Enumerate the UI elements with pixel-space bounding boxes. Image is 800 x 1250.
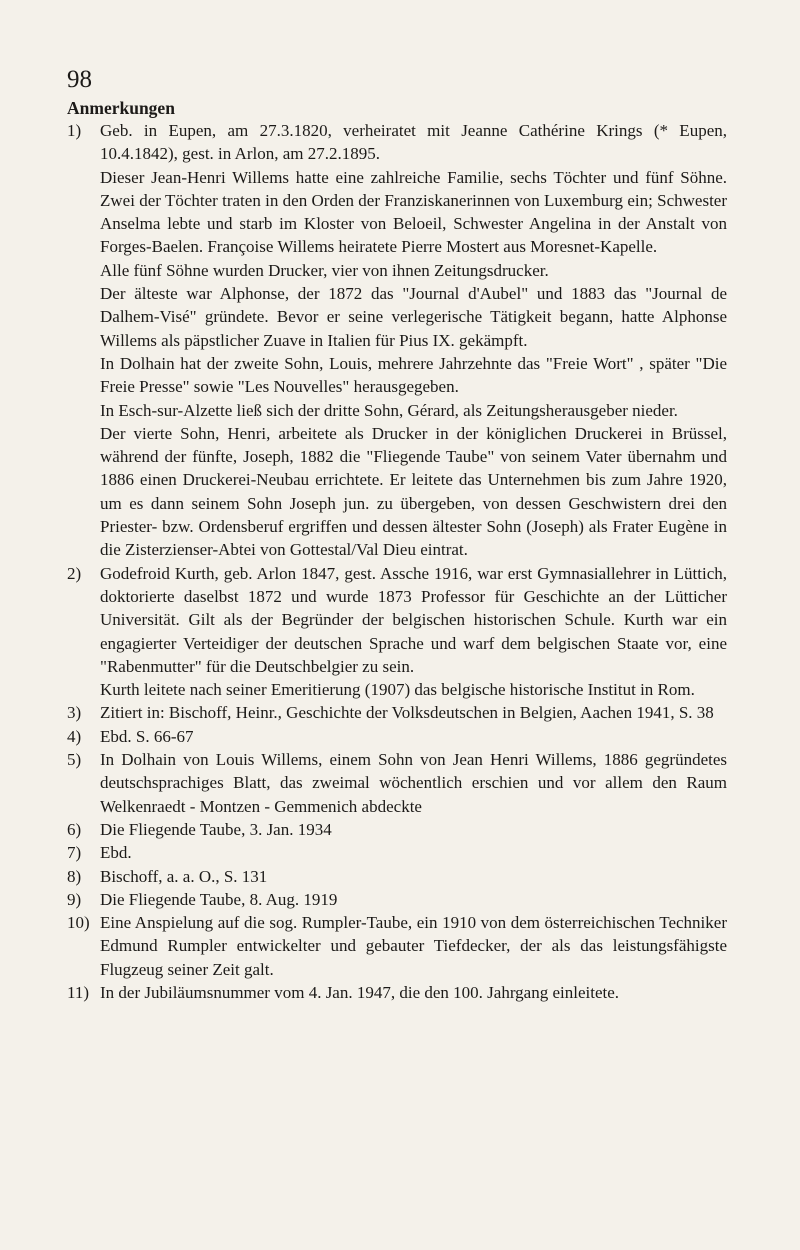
footnote-text [100,818,727,841]
footnote-number: 11) [67,982,90,1002]
footnote-paragraph: Ebd. S. 66-67 [100,726,194,746]
notes-section [67,97,727,1004]
footnote [67,119,727,562]
footnote-paragraph: In Esch-sur-Alzette ließ sich der dritte Sohn, Gérard, als Zeitungsherausgeber nieder. [100,400,678,420]
footnote-text [100,725,727,748]
footnote [67,562,727,702]
footnote-paragraph: Zitiert in: Bischoff, Heinr., Geschichte der Volksdeutschen in Belgien, Aachen 1941, S. 38 [100,703,714,723]
footnote-text [100,119,727,562]
footnote-number: 3) [67,703,82,723]
footnote-paragraph: Eine Anspielung auf die sog. Rumpler-Taube, ein 1910 von dem österreichischen Techniker Edmund Rumpler entwickelter und gebauter Tiefdecker, der als das leistungsfähigste Flugzeug seiner Zeit galt. [100,913,727,979]
footnote [67,865,727,888]
notes-list [67,119,727,1004]
footnote-number: 9) [67,889,82,909]
footnote [67,818,727,841]
footnote-number: 6) [67,819,82,839]
footnote-text [100,748,727,818]
footnote-paragraph: Geb. in Eupen, am 27.3.1820, verheiratet mit Jeanne Cathérine Krings (* Eupen, 10.4.1842), gest. in Arlon, am 27.2.1895. [100,121,727,164]
footnote [67,888,727,911]
footnote-paragraph: Der vierte Sohn, Henri, arbeitete als Drucker in der königlichen Druckerei in Brüssel, während der fünfte, Joseph, 1882 die "Fliegende Taube" von seinem Vater übernahm und 1886 einen Druckerei-Neubau errichtete. Er leitete das Unternehmen bis zum Jahre 1920, um es dann seinem Sohn Joseph jun. zu übergeben, von dessen Geschwistern drei den Priester- bzw. Ordensberuf ergriffen und dessen ältester Sohn (Joseph) als Frater Eugène in die Zisterzienser-Abtei von Gottestal/Val Dieu eintrat. [100,423,727,560]
footnote-text [100,865,727,888]
footnote-number: 5) [67,750,82,770]
footnote-number: 1) [67,121,82,140]
footnote-paragraph: Der älteste war Alphonse, der 1872 das "Journal d'Aubel" und 1883 das "Journal de Dalhem-Visé" gründete. Bevor er seine verlegerische Tätigkeit begann, hatte Alphonse Willems als päpstlicher Zuave in Italien für Pius IX. gekämpft. [100,284,727,350]
footnote-paragraph: In Dolhain von Louis Willems, einem Sohn von Jean Henri Willems, 1886 gegründetes deutschsprachiges Blatt, das zweimal wöchentlich erschien und vor allem den Raum Welkenraedt - Montzen - Gemmenich abdeckte [100,750,727,816]
footnote-paragraph: Kurth leitete nach seiner Emeritierung (1907) das belgische historische Institut in Rom. [100,680,695,700]
footnote-text [100,841,727,864]
footnote-text [100,701,727,724]
footnote-paragraph: Dieser Jean-Henri Willems hatte eine zahlreiche Familie, sechs Töchter und fünf Söhne. Zwei der Töchter traten in den Orden der Franziskanerinnen von Luxemburg ein; Schwester Anselma lebte und starb im Kloster von Beloeil, Schwester Angelina in der Anstalt von Forges-Baelen. Françoise Willems heiratete Pierre Mostert aus Moresnet-Kapelle. [100,167,727,257]
footnote-paragraph: Die Fliegende Taube, 8. Aug. 1919 [100,889,338,909]
footnote-paragraph: Bischoff, a. a. O., S. 131 [100,866,268,886]
footnote-number: 7) [67,843,82,863]
footnote-text [100,562,727,702]
section-heading: Anmerkungen [67,98,175,118]
footnote-paragraph: Alle fünf Söhne wurden Drucker, vier von ihnen Zeitungsdrucker. [100,260,549,280]
footnote [67,911,727,981]
footnote-number: 8) [67,866,82,886]
footnote-text [100,911,727,981]
footnote [67,701,727,724]
footnote-text [100,981,727,1004]
footnote [67,841,727,864]
footnote-paragraph: Godefroid Kurth, geb. Arlon 1847, gest. Assche 1916, war erst Gymnasiallehrer in Lüttich, doktorierte daselbst 1872 und wurde 1873 Professor für Geschichte an der Lütticher Universität. Gilt als der Begründer der belgischen historischen Schule. Kurth war ein engagierter Verteidiger der deutschen Sprache und warf dem belgischen Staate vor, eine "Rabenmutter" für die Deutschbelgier zu sein. [100,563,727,676]
footnote-paragraph: In Dolhain hat der zweite Sohn, Louis, mehrere Jahrzehnte das "Freie Wort" , später "Die Freie Presse" sowie "Les Nouvelles" herausgegeben. [100,353,727,397]
footnote-number: 2) [67,563,82,583]
footnote-text [100,888,727,911]
footnote [67,981,727,1004]
footnote [67,725,727,748]
page-number: 98 [67,66,92,93]
footnote-paragraph: Die Fliegende Taube, 3. Jan. 1934 [100,819,332,839]
footnote-paragraph: In der Jubiläumsnummer vom 4. Jan. 1947, die den 100. Jahrgang einleitete. [100,982,620,1002]
footnote-paragraph: Ebd. [100,843,132,863]
footnote-number: 4) [67,726,82,746]
footnote-number: 10) [67,913,90,933]
footnote [67,748,727,818]
